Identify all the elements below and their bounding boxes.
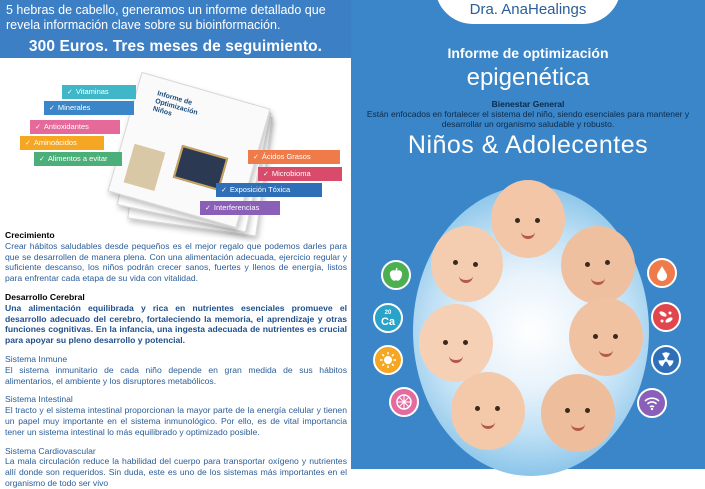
tag-aminoacidos: ✓ Aminoácidos — [20, 136, 104, 150]
child-face — [541, 374, 615, 452]
section-body: Crear hábitos saludables desde pequeños es el mejor regalo que podemos darles para que se desarrollen de manera plena. Con una alimentación adecuada, ejercicio regular y suficiente descanso, los niños podrán crecer sanos, fuertes y llenos de energía, listos para enfrentar cada etapa de su vida con vitalidad. — [5, 240, 347, 284]
section-heading: Sistema Intestinal — [5, 394, 73, 405]
check-icon: ✓ — [25, 140, 31, 147]
tag-exposicion-toxica: ✓ Exposición Tóxica — [216, 183, 322, 197]
child-face — [569, 298, 643, 376]
brochure-title: Informe de Optimización Niños — [151, 90, 199, 118]
sections-text — [5, 230, 347, 489]
apple-icon — [381, 260, 411, 290]
tag-minerales: ✓ Minerales — [44, 101, 134, 115]
wifi-icon — [637, 388, 667, 418]
section-heading: Sistema Inmune — [5, 353, 68, 364]
brand-name: Dra. AnaHealings — [469, 1, 587, 18]
wellbeing-description: Están enfocados en fortalecer el sistema del niño, siendo esenciales para mantener y desarrollar un organismo saludable y robusto. — [366, 109, 690, 129]
brochure-illustration — [0, 60, 351, 230]
children-photo — [413, 186, 649, 476]
section-heading: Crecimiento — [5, 230, 55, 240]
report-subtitle: epigenética — [466, 64, 590, 91]
child-face — [491, 180, 565, 258]
check-icon: ✓ — [35, 124, 41, 131]
check-icon: ✓ — [263, 171, 269, 178]
section-heading: Sistema Cardiovascular — [5, 445, 96, 456]
price-text: 300 Euros. Tres meses de seguimiento. — [28, 38, 323, 55]
tag-interferencias: ✓ Interferencias — [200, 201, 280, 215]
check-icon: ✓ — [253, 154, 259, 161]
check-icon: ✓ — [205, 205, 211, 212]
wellbeing-label: Bienestar General — [491, 99, 565, 109]
drop-icon — [647, 258, 677, 288]
check-icon: ✓ — [67, 89, 73, 96]
right-panel — [351, 0, 705, 469]
tag-vitaminas: ✓ Vitaminas — [62, 85, 136, 99]
child-face — [561, 226, 635, 304]
brochure-photo — [124, 144, 166, 191]
sun-icon — [373, 345, 403, 375]
tag-alimentos-evitar: ✓ Alimentos a evitar — [34, 152, 122, 166]
radiation-icon — [651, 345, 681, 375]
check-icon: ✓ — [221, 187, 227, 194]
report-title: Informe de optimización — [447, 45, 609, 61]
intro-banner — [0, 0, 351, 58]
check-icon: ✓ — [49, 105, 55, 112]
child-face — [419, 304, 493, 382]
section-body: El sistema inmunitario de cada niño depende en gran medida de sus hábitos alimentarios, el ambiente y los disruptores metabólicos. — [5, 364, 347, 386]
calcium-icon: 20 Ca — [373, 303, 403, 333]
intro-text: 5 hebras de cabello, generamos un informe detallado que revela información clave sobre su bioinformación. — [6, 3, 326, 32]
child-face — [431, 226, 503, 302]
audience-heading: Niños & Adolecentes — [407, 131, 649, 159]
citrus-icon — [389, 387, 419, 417]
section-body: El tracto y el sistema intestinal proporcionan la mayor parte de la energía celular y tienen un papel muy importante en el sistema inmunológico. Por ello, es de vital importancia tener un sistema intestinal lo más equilibrado y optimizado posible. — [5, 405, 347, 437]
bacteria-icon — [651, 302, 681, 332]
tag-microbioma: ✓ Microbioma — [258, 167, 342, 181]
section-body: La mala circulación reduce la habilidad del cuerpo para transportar oxígeno y nutrientes allí donde son requeridos. Sin duda, este es uno de los sistemas más importantes en el organismo de todo ser vivo — [5, 456, 347, 488]
section-heading: Desarrollo Cerebral — [5, 291, 85, 302]
tag-antioxidantes: ✓ Antioxidantes — [30, 120, 120, 134]
section-body: Una alimentación equilibrada y rica en nutrientes esenciales promueve el desarrollo adecuado del cerebro, fortaleciendo la memoria, el aprendizaje y otras funciones cognitivas. En la infancia, una ingesta adecuada de nutrientes es crucial para apoyar su pleno desarrollo y potencial. — [5, 302, 347, 346]
left-panel — [0, 0, 351, 488]
tag-acidos-grasos: ✓ Ácidos Grasos — [248, 150, 340, 164]
child-face — [451, 372, 525, 450]
check-icon: ✓ — [39, 156, 45, 163]
brand-badge — [435, 0, 621, 24]
